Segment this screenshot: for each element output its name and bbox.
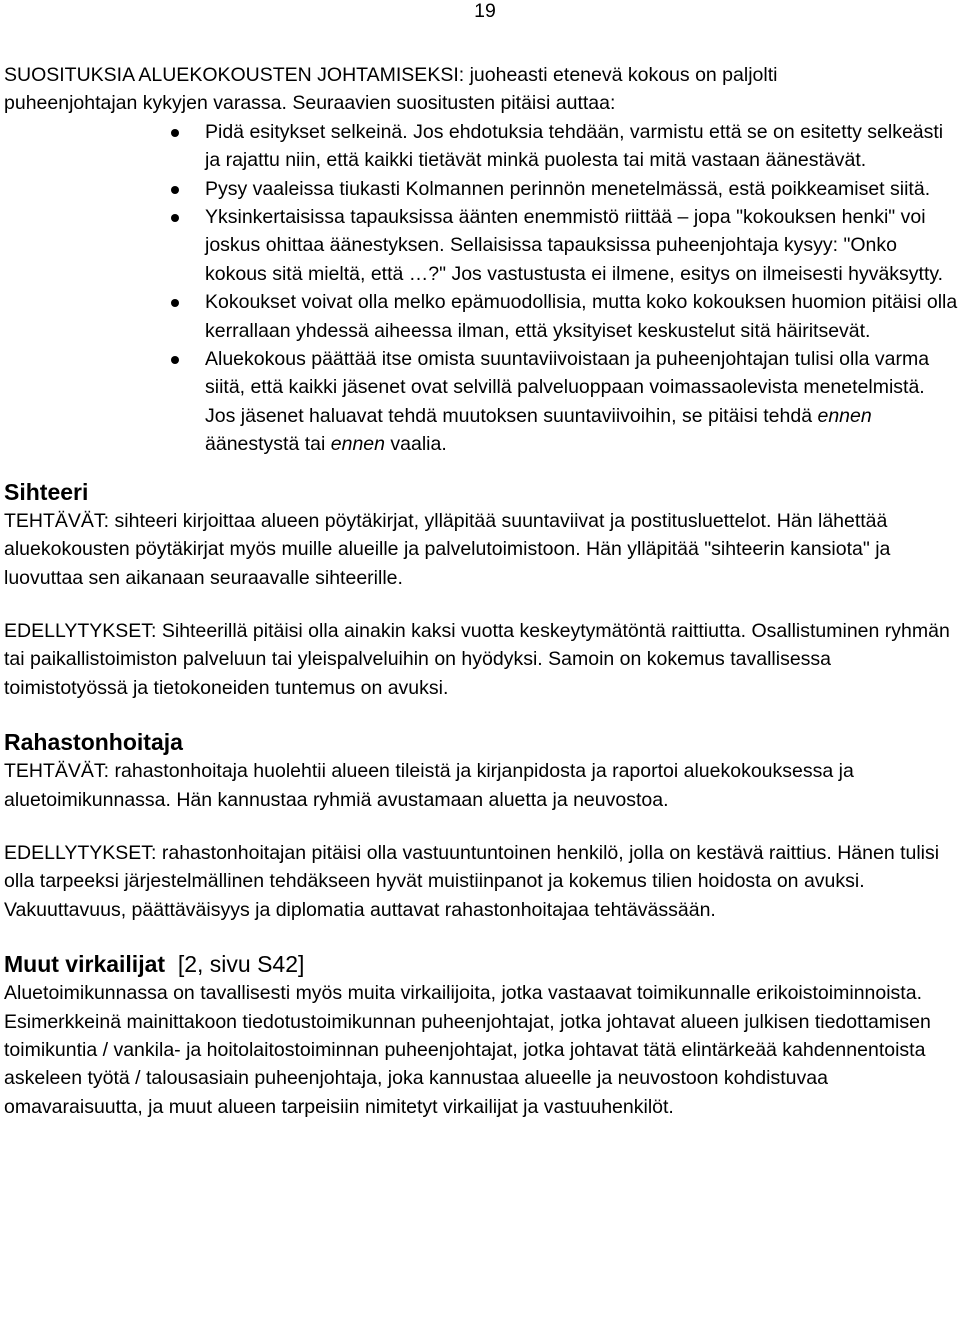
- intro-line-2: puheenjohtajan kykyjen varassa. Seuraavien suositusten pitäisi auttaa:: [4, 92, 616, 115]
- bullet-icon: [171, 186, 179, 194]
- bullet-icon: [171, 356, 179, 364]
- rahastonhoitaja-requirements: EDELLYTYKSET: rahastonhoitajan pitäisi olla vastuuntuntoinen henkilö, jolla on kestävä raittius. Hänen tulisi olla tarpeeksi järjestelmällinen tehdäkseen hyvät muistiinpanot ja kokemus tilien hoidosta on avuksi. Vakuuttavuus, päättäväisyys ja diplomatia auttavat rahastonhoitajaa tehtävässään.: [4, 841, 940, 921]
- list-item-text: Yksinkertaisissa tapauksissa äänten enemmistö riittää – jopa "kokouksen henki" voi joskus ohittaa äänestyksen. Sellaisissa tapauksissa puheenjohtaja kysyy: "Onko kokous sitä mieltä, että …?" Jos vastustusta ei ilmene, esitys on ilmeisesti hyväksytty.: [205, 206, 944, 285]
- list-item-text: Kokoukset voivat olla melko epämuodollisia, mutta koko kokouksen huomion pitäisi olla kerrallaan yhdessä aiheessa ilman, että yksityiset keskustelut sitä häiritsevät.: [205, 291, 958, 342]
- emphasis-text: ennen: [330, 433, 385, 456]
- bullet-icon: [171, 129, 179, 137]
- section-heading-sihteeri: Sihteeri: [4, 478, 89, 505]
- bullet-icon: [171, 299, 179, 307]
- intro-line-1: SUOSITUKSIA ALUEKOKOUSTEN JOHTAMISEKSI: juoheasti etenevä kokous on paljolti: [4, 64, 778, 86]
- list-item-text: Pysy vaaleissa tiukasti Kolmannen perinnön menetelmässä, estä poikkeamiset siitä.: [205, 177, 931, 200]
- list-item: [4, 288, 958, 345]
- list-item: [4, 175, 958, 203]
- page-number: 19: [474, 0, 496, 22]
- document-body: [4, 61, 958, 1121]
- reference-text: [2, sivu S42]: [177, 951, 305, 978]
- list-item-text: Aluekokous päättää itse omista suuntaviivoistaan ja puheenjohtajan tulisi olla varma siitä, että kaikki jäsenet ovat selvillä palveluoppaan voimassaolevista menetelmistä. Jos jäsenet haluavat tehdä muutoksen suuntaviivoihin, se pitäisi tehdä ennen äänestystä tai ennen vaalia.: [205, 348, 930, 456]
- sihteeri-requirements: EDELLYTYKSET: Sihteerillä pitäisi olla ainakin kaksi vuotta keskeytymätöntä raittiutta. Osallistuminen ryhmän tai paikallistoimiston palveluun tai yleispalveluihin on hyödyksi. Samoin on kokemus tavallisessa toimistotyössä ja tietokoneiden tuntemus on avuksi.: [4, 619, 950, 699]
- list-item: [4, 345, 958, 459]
- emphasis-text: ennen: [817, 404, 872, 427]
- list-item-text: Pidä esitykset selkeinä. Jos ehdotuksia tehdään, varmistu että se on esitetty selkeästi ja rajattu niin, että kaikki tietävät minkä puolesta tai mitä vastaan äänestävät.: [205, 120, 944, 172]
- section-heading-rahastonhoitaja: Rahastonhoitaja: [4, 729, 183, 756]
- rahastonhoitaja-tasks: TEHTÄVÄT: rahastonhoitaja huolehtii alueen tileistä ja kirjanpidosta ja raportoi aluekokouksessa ja aluetoimikunnassa. Hän kannustaa ryhmiä avustamaan aluetta ja neuvostoa.: [4, 760, 854, 811]
- recommendations-list: [4, 118, 958, 459]
- bullet-icon: [171, 214, 179, 222]
- muut-virkailijat-text: Aluetoimikunnassa on tavallisesti myös muita virkailijoita, jotka vastaavat toimikunnalle erikoistoiminnoista. Esimerkkeinä mainittakoon tiedotustoimikunnan puheenjohtajat, jotka johtavat alueen julkisen tiedottamisen toimikuntia / vankila- ja hoitolaitostoiminnan puheenjohtajat, jotka johtavat tätä elintärkeää kahdennentoista askeleen työtä / talousasiain puheenjohtaja, joka kannustaa alueelle ja neuvostoon kohdistuvaa omavaraisuutta, ja muut alueen tarpeisiin nimitetyt virkailijat ja vastuuhenkilöt.: [4, 982, 931, 1118]
- list-item: [4, 118, 958, 175]
- sihteeri-tasks: TEHTÄVÄT: sihteeri kirjoittaa alueen pöytäkirjat, ylläpitää suuntaviivat ja postitusluettelot. Hän lähettää aluekokousten pöytäkirjat myös muille alueille ja palvelutoimistoon. Hän ylläpitää "sihteerin kansiota" ja luovuttaa sen aikanaan seuraavalle sihteerille.: [4, 509, 891, 589]
- section-heading-muut-virkailijat: Muut virkailijat [2, sivu S42]: [4, 951, 305, 978]
- list-item: [4, 203, 958, 288]
